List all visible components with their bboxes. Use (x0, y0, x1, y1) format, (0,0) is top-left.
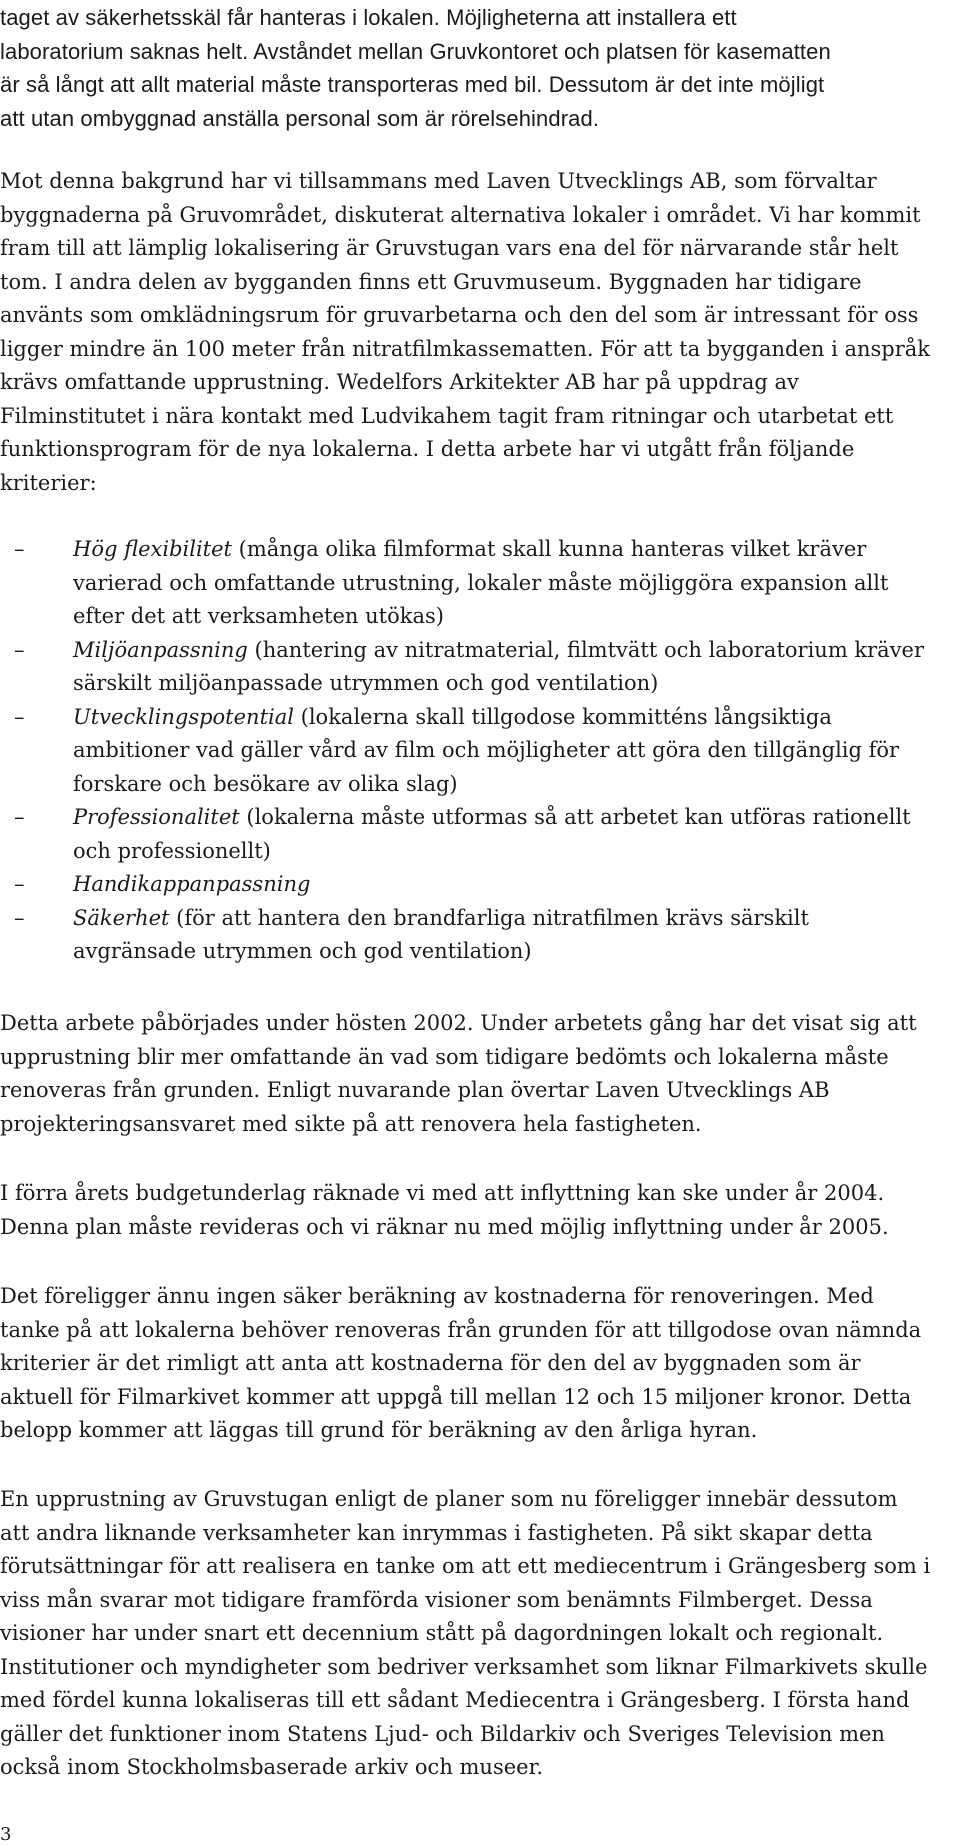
text-line: upprustning blir mer omfattande än vad som tidigare bedömts och lokalerna måste (0, 1044, 889, 1069)
list-dash: – (14, 872, 25, 896)
list-dash: – (14, 537, 25, 561)
list-dash: – (14, 805, 25, 829)
text-line: renoveras från grunden. Enligt nuvarande plan övertar Laven Utvecklings AB (0, 1078, 830, 1102)
text-line: ligger mindre än 100 meter från nitratfilmkassematten. För att ta bygganden i anspråk (0, 336, 931, 361)
text-line: med fördel kunna lokaliseras till ett sådant Mediecentra i Grängesberg. I första hand (0, 1688, 910, 1712)
text-line: efter det att verksamheten utökas) (73, 604, 444, 628)
text-line: att utan ombyggnad anställa personal som är rörelsehindrad. (0, 105, 600, 131)
text-line: viss mån svarar mot tidigare framförda visioner som benämnts Filmberget. Dessa (0, 1587, 873, 1612)
background-paragraph (0, 165, 930, 500)
text-line: tanke på att lokalerna behöver renoveras från grunden för att tillgodose ovan nämnda (0, 1317, 922, 1342)
text-line: Institutioner och myndigheter som bedriver verksamhet som liknar Filmarkivets skulle (0, 1654, 928, 1679)
text-line: kriterier är det rimligt att anta att kostnaderna för den del av byggnaden som är (0, 1351, 861, 1375)
text-line: I förra årets budgetunderlag räknade vi med att inflyttning kan ske under år 2004. (0, 1181, 885, 1205)
criterion-term: Hög flexibilitet (73, 537, 232, 561)
criterion-term: Professionalitet (73, 805, 240, 829)
text-line: fram till att lämplig lokalisering är Gruvstugan vars ena del för närvarande står helt (0, 236, 899, 260)
text-line: att andra liknande verksamheter kan inrymmas i fastigheten. På sikt skapar detta (0, 1520, 873, 1545)
text-line: funktionsprogram för de nya lokalerna. I detta arbete har vi utgått från följande (0, 437, 855, 461)
criteria-item-flexibility (0, 533, 924, 634)
list-dash: – (14, 905, 25, 930)
text-line: taget av säkerhetsskäl får hanteras i lokalen. Möjligheterna att installera ett (0, 5, 737, 30)
budget-paragraph (0, 1177, 889, 1244)
criterion-term: Miljöanpassning (73, 637, 248, 662)
text-line: är så långt att allt material måste transporteras med bil. Dessutom är det inte möjligt (0, 72, 825, 97)
text-line: Det föreligger ännu ingen säker beräkning av kostnaderna för renoveringen. Med (0, 1284, 874, 1308)
text-line: förutsättningar för att realisera en tanke om att ett mediecentrum i Grängesberg som i (0, 1554, 931, 1578)
criterion-description: (hantering av nitratmaterial, filmtvätt och laboratorium kräver (247, 637, 925, 662)
text-line (73, 634, 924, 668)
list-dash: – (14, 704, 25, 729)
text-line: varierad och omfattande utrustning, lokaler måste möjliggöra expansion allt (73, 570, 889, 595)
criterion-term: Säkerhet (73, 905, 170, 930)
page-number: 3 (0, 1824, 12, 1845)
criterion-description: (för att hantera den brandfarliga nitratfilmen krävs särskilt (169, 905, 809, 930)
text-line: krävs omfattande upprustning. Wedelfors Arkitekter AB har på uppdrag av (0, 370, 799, 394)
text-line: ambitioner vad gäller vård av film och möjligheter att göra den tillgänglig för (73, 738, 900, 762)
criteria-item-professionalism (0, 801, 924, 868)
text-line: också inom Stockholmsbaserade arkiv och museer. (0, 1755, 543, 1779)
text-line (73, 701, 924, 735)
text-line: särskilt miljöanpassade utrymmen och god ventilation) (73, 671, 659, 695)
text-line: visioner har under snart ett decennium stått på dagordningen lokalt och regionalt. (0, 1621, 884, 1645)
criteria-item-development (0, 701, 924, 802)
criterion-term: Utvecklingspotential (73, 704, 294, 729)
text-line: gäller det funktioner inom Statens Ljud- och Bildarkiv och Sveriges Television men (0, 1721, 885, 1746)
text-line: Filminstitutet i nära kontakt med Ludvikahem tagit fram ritningar och utarbetat ett (0, 403, 894, 428)
text-line: En upprustning av Gruvstugan enligt de planer som nu föreligger innebär dessutom (0, 1487, 898, 1511)
text-line: byggnaderna på Gruvområdet, diskuterat alternativa lokaler i området. Vi har kommit (0, 202, 921, 227)
criteria-item-safety (0, 902, 924, 969)
text-line: projekteringsansvaret med sikte på att renovera hela fastigheten. (0, 1111, 702, 1136)
text-line: använts som omklädningsrum för gruvarbetarna och den del som är intressant för oss (0, 303, 919, 327)
mediecenter-paragraph (0, 1483, 930, 1785)
text-line: och professionellt) (73, 838, 271, 863)
criteria-list (0, 533, 924, 969)
text-line: kriterier: (0, 470, 97, 495)
text-line: Denna plan måste revideras och vi räknar nu med möjlig inflyttning under år 2005. (0, 1214, 889, 1239)
criterion-term: Handikappanpassning (73, 872, 311, 896)
text-line: avgränsade utrymmen och god ventilation) (73, 939, 532, 963)
criterion-description: (många olika filmformat skall kunna hanteras vilket kräver (231, 537, 867, 561)
text-line (73, 868, 924, 902)
intro-paragraph (0, 1, 831, 135)
text-line: Detta arbete påbörjades under hösten 2002. Under arbetets gång har det visat sig att (0, 1011, 917, 1035)
text-line (73, 533, 924, 567)
list-dash: – (14, 637, 25, 662)
criterion-description: (lokalerna måste utformas så att arbetet kan utföras rationellt (239, 805, 911, 829)
costs-paragraph (0, 1280, 921, 1448)
criterion-description: (lokalerna skall tillgodose kommitténs långsiktiga (293, 704, 832, 729)
text-line: tom. I andra delen av bygganden finns ett Gruvmuseum. Byggnaden har tidigare (0, 269, 862, 294)
text-line: forskare och besökare av olika slag) (73, 771, 458, 796)
criteria-item-accessibility (0, 868, 924, 902)
text-line: Mot denna bakgrund har vi tillsammans med Laven Utvecklings AB, som förvaltar (0, 169, 877, 193)
criteria-item-environment (0, 634, 924, 701)
work-paragraph (0, 1007, 917, 1141)
text-line (73, 801, 924, 835)
text-line: laboratorium saknas helt. Avståndet mellan Gruvkontoret och platsen för kasematten (0, 38, 831, 64)
text-line: belopp kommer att läggas till grund för beräkning av den årliga hyran. (0, 1418, 758, 1442)
text-line: aktuell för Filmarkivet kommer att uppgå till mellan 12 och 15 miljoner kronor. Detta (0, 1384, 912, 1409)
text-line (73, 902, 924, 936)
